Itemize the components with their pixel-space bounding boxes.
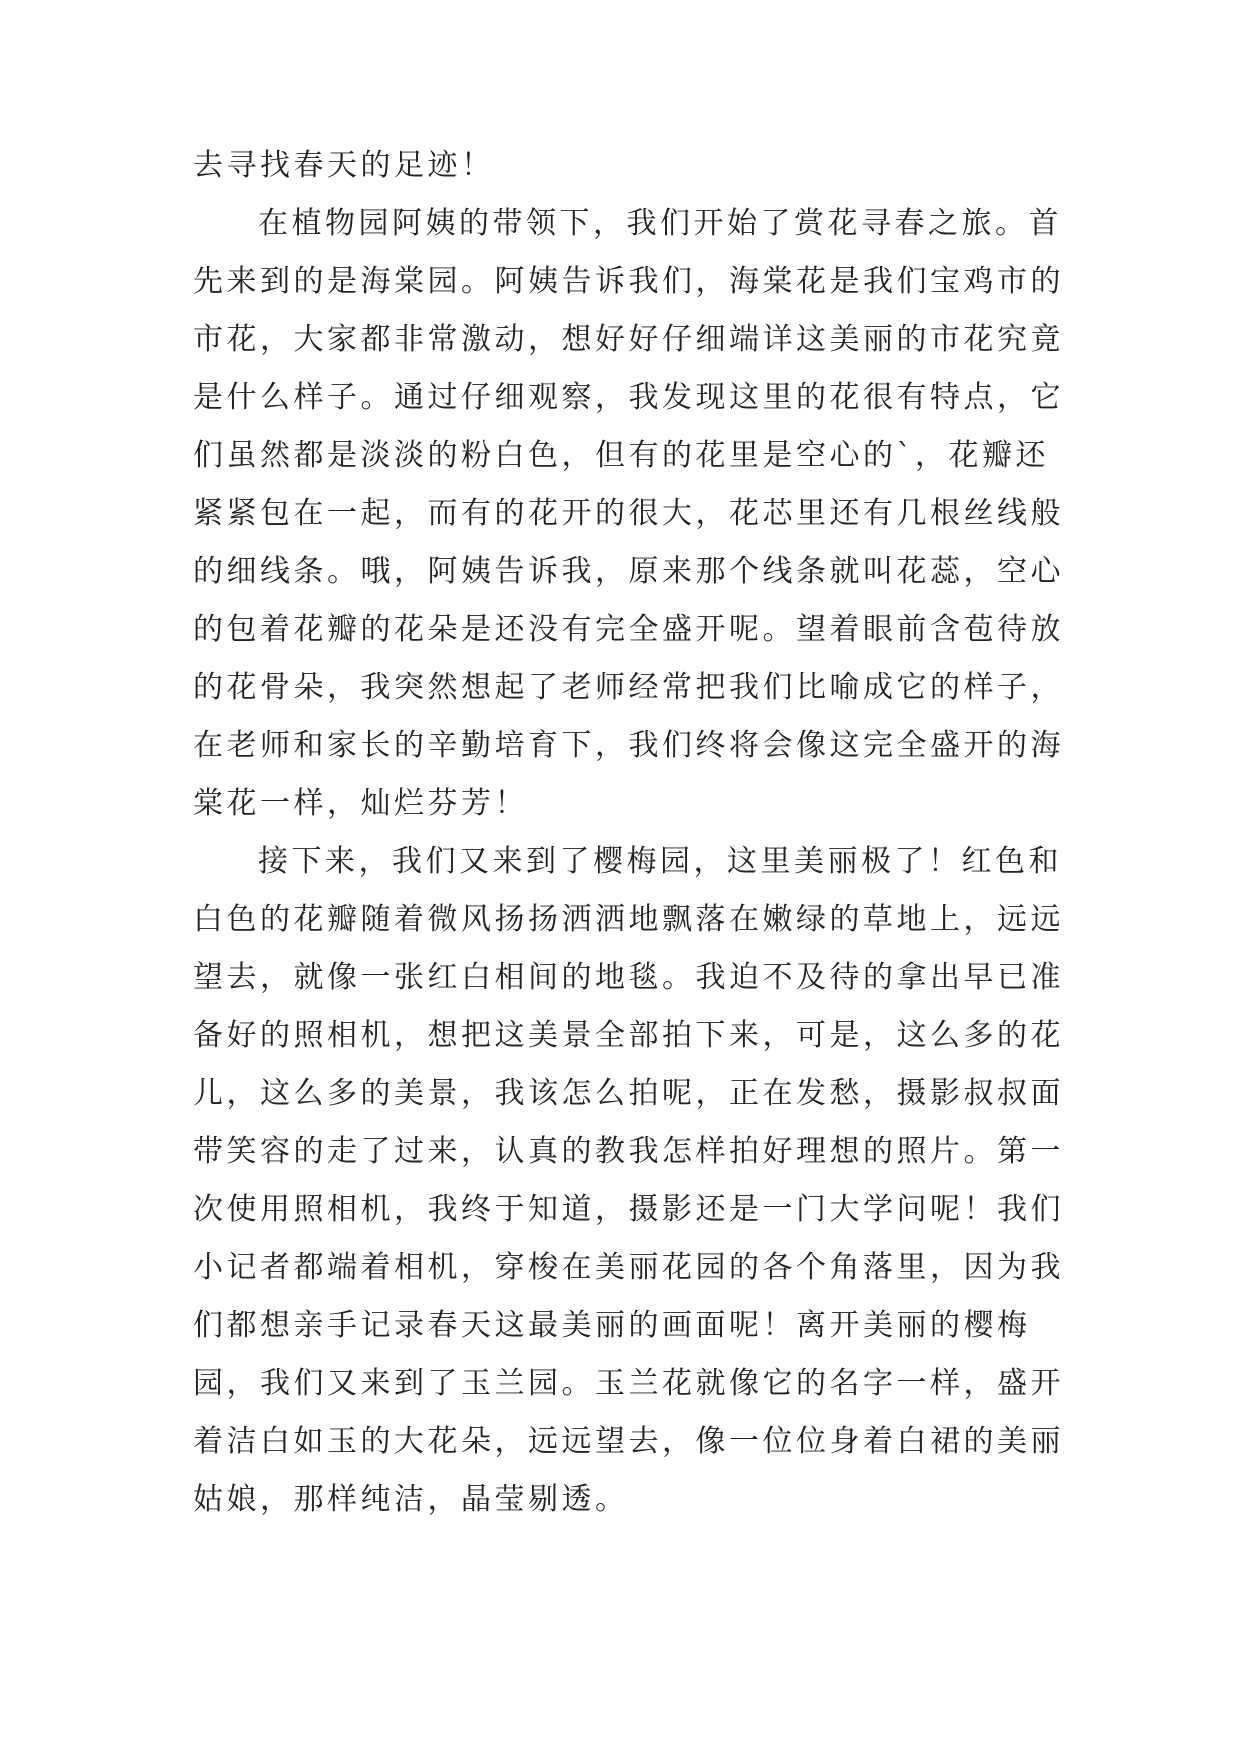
text-line: 棠花一样，灿烂芬芳！ <box>193 786 528 821</box>
text-line: 市花，大家都非常激动，想好好仔细端详这美丽的市花究竟 <box>193 322 1064 357</box>
text-line: 们虽然都是淡淡的粉白色，但有的花里是空心的`，花瓣还 <box>193 438 1049 473</box>
text-line: 是什么样子。通过仔细观察，我发现这里的花很有特点，它 <box>193 380 1064 415</box>
text-line: 园，我们又来到了玉兰园。玉兰花就像它的名字一样，盛开 <box>193 1366 1064 1401</box>
text-line: 紧紧包在一起，而有的花开的很大，花芯里还有几根丝线般 <box>193 496 1064 531</box>
text-line: 姑娘，那样纯洁，晶莹剔透。 <box>193 1482 629 1517</box>
text-line: 次使用照相机，我终于知道，摄影还是一门大学问呢！我们 <box>193 1192 1064 1227</box>
text-line: 在老师和家长的辛勤培育下，我们终将会像这完全盛开的海 <box>193 728 1064 763</box>
text-line: 白色的花瓣随着微风扬扬洒洒地飘落在嫩绿的草地上，远远 <box>193 902 1064 937</box>
text-line: 们都想亲手记录春天这最美丽的画面呢！离开美丽的樱梅 <box>193 1308 1031 1343</box>
text-line: 的包着花瓣的花朵是还没有完全盛开呢。望着眼前含苞待放 <box>193 612 1064 647</box>
text-line: 的细线条。哦，阿姨告诉我，原来那个线条就叫花蕊，空心 <box>193 554 1064 589</box>
text-line: 望去，就像一张红白相间的地毯。我迫不及待的拿出早已准 <box>193 960 1064 995</box>
text-line: 着洁白如玉的大花朵，远远望去，像一位位身着白裙的美丽 <box>193 1424 1064 1459</box>
text-line: 备好的照相机，想把这美景全部拍下来，可是，这么多的花 <box>193 1018 1064 1053</box>
paragraph-start-line: 接下来，我们又来到了樱梅园，这里美丽极了！红色和 <box>258 844 1062 879</box>
text-line: 小记者都端着相机，穿梭在美丽花园的各个角落里，因为我 <box>193 1250 1064 1285</box>
text-line: 的花骨朵，我突然想起了老师经常把我们比喻成它的样子， <box>193 670 1064 705</box>
text-line: 儿，这么多的美景，我该怎么拍呢，正在发愁，摄影叔叔面 <box>193 1076 1064 1111</box>
text-line: 先来到的是海棠园。阿姨告诉我们，海棠花是我们宝鸡市的 <box>193 264 1064 299</box>
text-line: 带笑容的走了过来，认真的教我怎样拍好理想的照片。第一 <box>193 1134 1064 1169</box>
text-line: 去寻找春天的足迹！ <box>193 148 495 183</box>
paragraph-start-line: 在植物园阿姨的带领下，我们开始了赏花寻春之旅。首 <box>258 206 1062 241</box>
